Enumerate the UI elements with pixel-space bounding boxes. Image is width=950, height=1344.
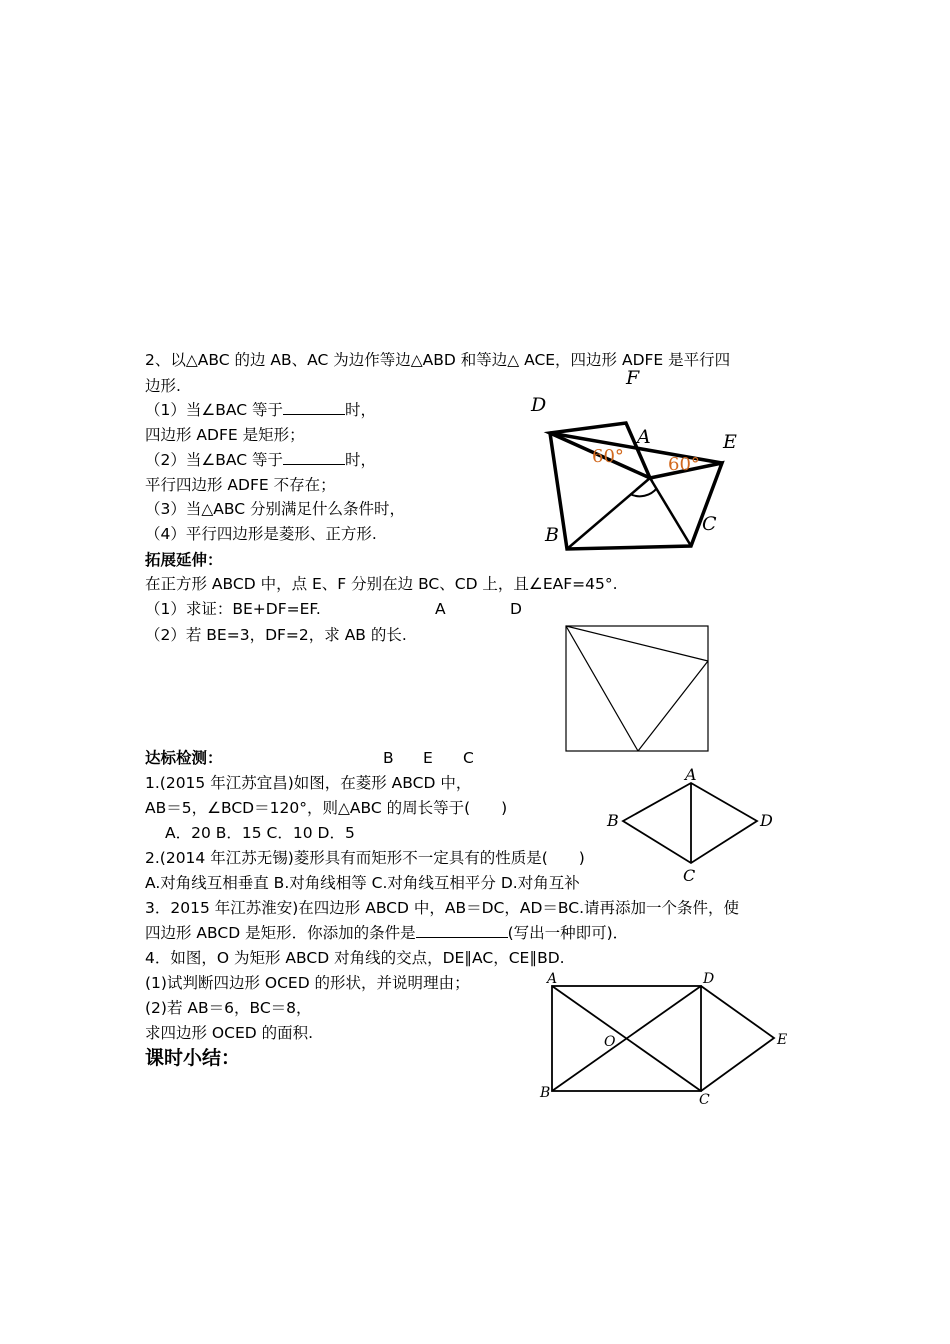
extension-label-b: B [383,749,394,767]
q2-part1-prefix: （1）当∠BAC 等于 [145,401,283,419]
segment-a-e [566,626,638,751]
extension-part1: （1）求证：BE+DF=EF. [145,600,321,618]
q2-part2-prefix: （2）当∠BAC 等于 [145,451,283,469]
test-q4-part2-cont: 求四边形 OCED 的面积. [145,1024,314,1042]
summary-heading: 课时小结： [145,1047,241,1069]
q2-part1-suffix: 时， [344,401,376,419]
fig4-label-a: A [547,971,558,987]
extension-line1: 在正方形 ABCD 中，点 E、F 分别在边 BC、CD 上，且∠EAF=45°. [145,575,618,593]
figure-rectangle-oced [552,986,774,1091]
q2-line2: 边形. [145,377,181,395]
test-heading: 达标检测： [145,749,223,767]
extension-label-a: A [435,600,446,618]
q2-part2-cont: 平行四边形 ADFE 不存在； [145,476,336,494]
fig1-label-d: D [531,394,547,416]
test-q3-prefix: 四边形 ABCD 是矩形．你添加的条件是 [145,924,416,942]
test-q1-options: A．20 B．15 C．10 D．5 [165,824,355,842]
figure-square-eaf [566,626,708,751]
figure-adfe [550,423,722,549]
fig1-angle-60-right: 60° [668,454,700,475]
fig1-label-e: E [723,431,737,453]
fig1-label-f: F [626,367,640,389]
test-q4-line1: 4．如图，O 为矩形 ABCD 对角线的交点，DE∥AC，CE∥BD. [145,949,565,967]
test-q1-line1: 1.(2015 年江苏宜昌)如图，在菱形 ABCD 中， [145,774,472,792]
fig4-label-c: C [699,1092,710,1108]
q2-part1-cont: 四边形 ADFE 是矩形； [145,426,305,444]
extension-heading: 拓展延伸： [145,551,223,569]
fig1-label-b: B [545,524,559,546]
fig3-label-c: C [683,866,696,885]
q2-line1: 2、以△ABC 的边 AB、AC 为边作等边△ABD 和等边△ ACE，四边形 ADFE 是平行四 [145,351,731,369]
test-q3-line1: 3．2015 年江苏淮安)在四边形 ABCD 中，AB＝DC，AD＝BC.请再添加一个条件，使 [145,899,740,917]
test-q4-part1: (1)试判断四边形 OCED 的形状，并说明理由； [145,974,470,992]
q2-part4: （4）平行四边形是菱形、正方形. [145,525,377,543]
fig1-label-a: A [637,426,651,448]
extension-label-c: C [463,749,474,767]
fig3-label-a: A [685,765,697,784]
fig3-label-d: D [760,811,773,830]
fig4-label-d: D [703,971,715,987]
fig1-angle-60-left: 60° [592,446,624,467]
segments-de-ce [701,986,774,1091]
q2-part2-suffix: 时， [344,451,376,469]
test-q4-part2: (2)若 AB＝6，BC＝8， [145,999,312,1017]
test-q2-options: A.对角线互相垂直 B.对角线相等 C.对角线互相平分 D.对角互补 [145,874,580,892]
extension-label-e: E [423,749,433,767]
test-q1-line2: AB＝5，∠BCD＝120°，则△ABC 的周长等于( ) [145,799,508,817]
segment-a-f [566,626,708,661]
figure-rhombus [623,783,757,863]
fig4-label-o: O [604,1034,616,1050]
fig4-label-e: E [777,1032,788,1048]
test-q3-suffix: (写出一种即可)． [507,924,629,942]
fig4-label-b: B [540,1085,551,1101]
rhombus-abcd [623,783,757,863]
extension-label-d: D [510,600,522,618]
segment-e-f [638,661,708,751]
fig1-label-c: C [702,513,717,535]
segment-b-a [567,478,650,549]
test-q2-line1: 2.(2014 年江苏无锡)菱形具有而矩形不一定具有的性质是( ) [145,849,585,867]
fig3-label-b: B [607,811,619,830]
q2-part3: （3）当△ABC 分别满足什么条件时， [145,500,405,518]
extension-part2: （2）若 BE=3，DF=2，求 AB 的长. [145,626,407,644]
